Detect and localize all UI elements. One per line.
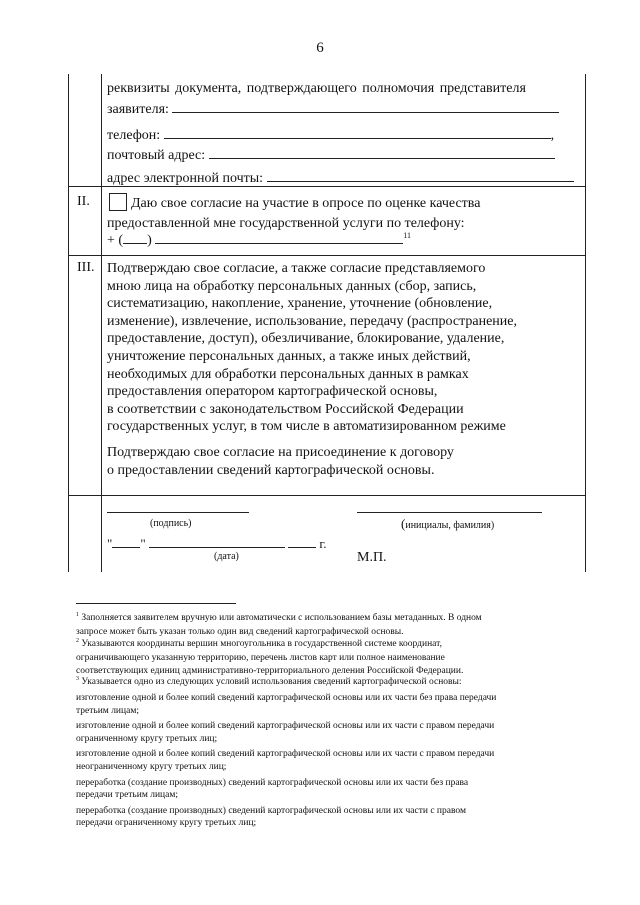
personal-data-consent-line: Подтверждаю свое согласие, а также согласие представляемого [107,261,486,276]
footnote-3-item-line: переработка (создание производных) сведений картографической основы или их части с правом [76,805,466,816]
postal-address-label: почтовый адрес: [107,148,206,163]
section-iii-number: III. [77,260,95,275]
footnote-3-marker: 3 [76,676,79,682]
email-label: адрес электронной почты: [107,171,264,186]
footnote-1-line2: запросе может быть указан только один вид сведений картографической основы. [76,626,404,637]
footnote-3-item-line: изготовление одной и более копий сведений картографической основы или их части с правом передачи [76,749,495,760]
representative-field[interactable] [107,98,559,121]
footnote-3-item-line: неограниченному кругу третьих лиц; [76,762,227,773]
footnote-3-item-line: изготовление одной и более копий сведений картографической основы или их части с правом передачи [76,721,495,732]
personal-data-consent-line: изменение), извлечение, использование, передачу (распространение, [107,313,517,329]
footnote-3-item-line: переработка (создание производных) сведений картографической основы или их части без права [76,777,469,788]
table-border-right [585,74,586,572]
footnote-3-intro: Указывается одно из следующих условий использования сведений картографической основы: [81,677,462,687]
footnote-2 [76,638,564,677]
contract-consent-line: о предоставлении сведений картографической основы. [107,462,435,478]
footnote-3-item [76,748,564,774]
representative-input-line[interactable] [172,98,559,113]
signature-line[interactable] [107,512,249,513]
footnote-separator [76,603,236,604]
personal-data-consent-line: предоставления оператором картографической основы, [107,384,438,400]
footnote-3-item-line: третьим лицам; [76,706,139,717]
footnote-2-line3: соответствующих единиц административно-территориального деления Российской Федерации. [76,665,464,676]
footnote-3-item-line: ограниченному кругу третьих лиц; [76,734,218,745]
footnote-3 [76,676,564,830]
row-divider-iii [68,255,586,256]
footnote-2-line2: ограничивающего указанную территорию, перечень листов карт или полное наименование [76,652,445,663]
email-input-line[interactable] [267,167,574,182]
survey-consent-text-2: предоставленной мне государственной услуги по телефону: [107,216,465,231]
footnote-3-item [76,805,564,831]
row-divider-signature [68,495,586,496]
name-line[interactable] [357,512,542,513]
footnote-1-marker: 1 [76,612,79,618]
email-field[interactable] [107,167,574,190]
form-table [68,74,586,572]
section-ii-number: II. [77,194,90,209]
survey-phone-code-line[interactable] [123,229,147,244]
footnote-ref-11: 11 [403,231,411,240]
survey-phone-field[interactable] [107,229,411,253]
postal-address-field[interactable] [107,144,555,167]
table-column-divider-overlay [101,74,102,572]
survey-phone-prefix: + ( [107,233,124,248]
date-close-quote: " [140,536,146,551]
survey-phone-number-line[interactable] [155,229,403,244]
personal-data-consent-line: необходимых для обработки персональных данных в рамках [107,366,469,382]
personal-data-consent-line: мною лица на обработку персональных данных (сбор, запись, [107,278,477,294]
date-day-line[interactable] [112,536,140,548]
name-caption [401,516,494,532]
representative-label-1: реквизиты документа, подтверждающего полномочия представителя [107,81,526,96]
personal-data-consent-line: в соответствии с законодательством Российской Федерации [107,401,464,417]
personal-data-consent-line: систематизацию, накопление, хранение, уточнение (обновление, [107,296,493,312]
date-year-line[interactable] [288,536,316,548]
survey-consent-checkbox[interactable] [109,193,127,211]
footnote-3-item-line: передачи третьим лицам; [76,790,179,801]
personal-data-consent-line: уничтожение персональных данных, а также иных действий, [107,349,471,364]
representative-label-2: заявителя: [107,102,169,117]
phone-end-comma: , [550,128,555,143]
page-number: 6 [316,40,324,56]
personal-data-consent-line: предоставление, доступ), обезличивание, блокирование, удаление, [107,331,505,347]
phone-input-line[interactable] [164,124,551,139]
phone-label: телефон: [107,128,161,143]
date-open-quote: " [107,536,113,551]
postal-address-input-line[interactable] [209,144,555,159]
year-suffix: г. [319,536,327,551]
footnote-2-line1: Указываются координаты вершин многоугольника в государственной системе координат, [81,639,442,649]
footnote-3-item [76,692,564,718]
stamp-place: М.П. [357,550,387,565]
personal-data-consent-line: государственных услуг, в том числе в автоматизированном режиме [107,419,506,435]
signature-caption: (подпись) [150,518,192,529]
date-caption: (дата) [214,551,239,562]
survey-phone-close: ) [147,233,152,248]
footnote-2-marker: 2 [76,638,79,644]
footnote-3-item-line: изготовление одной и более копий сведений картографической основы или их части без права передачи [76,693,497,704]
name-caption-paren: ( [401,516,406,531]
footnote-3-item [76,720,564,746]
date-month-line[interactable] [149,536,285,548]
footnote-1 [76,612,564,639]
contract-consent-line: Подтверждаю свое согласие на присоединение к договору [107,445,454,460]
footnote-3-items [76,692,564,830]
table-border-left [68,74,69,572]
footnote-3-item-line: передачи ограниченному кругу третьих лиц; [76,818,257,829]
survey-consent-text-1: Даю свое согласие на участие в опросе по оценке качества [131,196,481,211]
footnote-3-item [76,777,564,803]
name-caption-text: инициалы, фамилия) [405,520,495,531]
footnote-1-line1: Заполняется заявителем вручную или автоматически с использованием базы метаданных. В одном [81,613,482,623]
